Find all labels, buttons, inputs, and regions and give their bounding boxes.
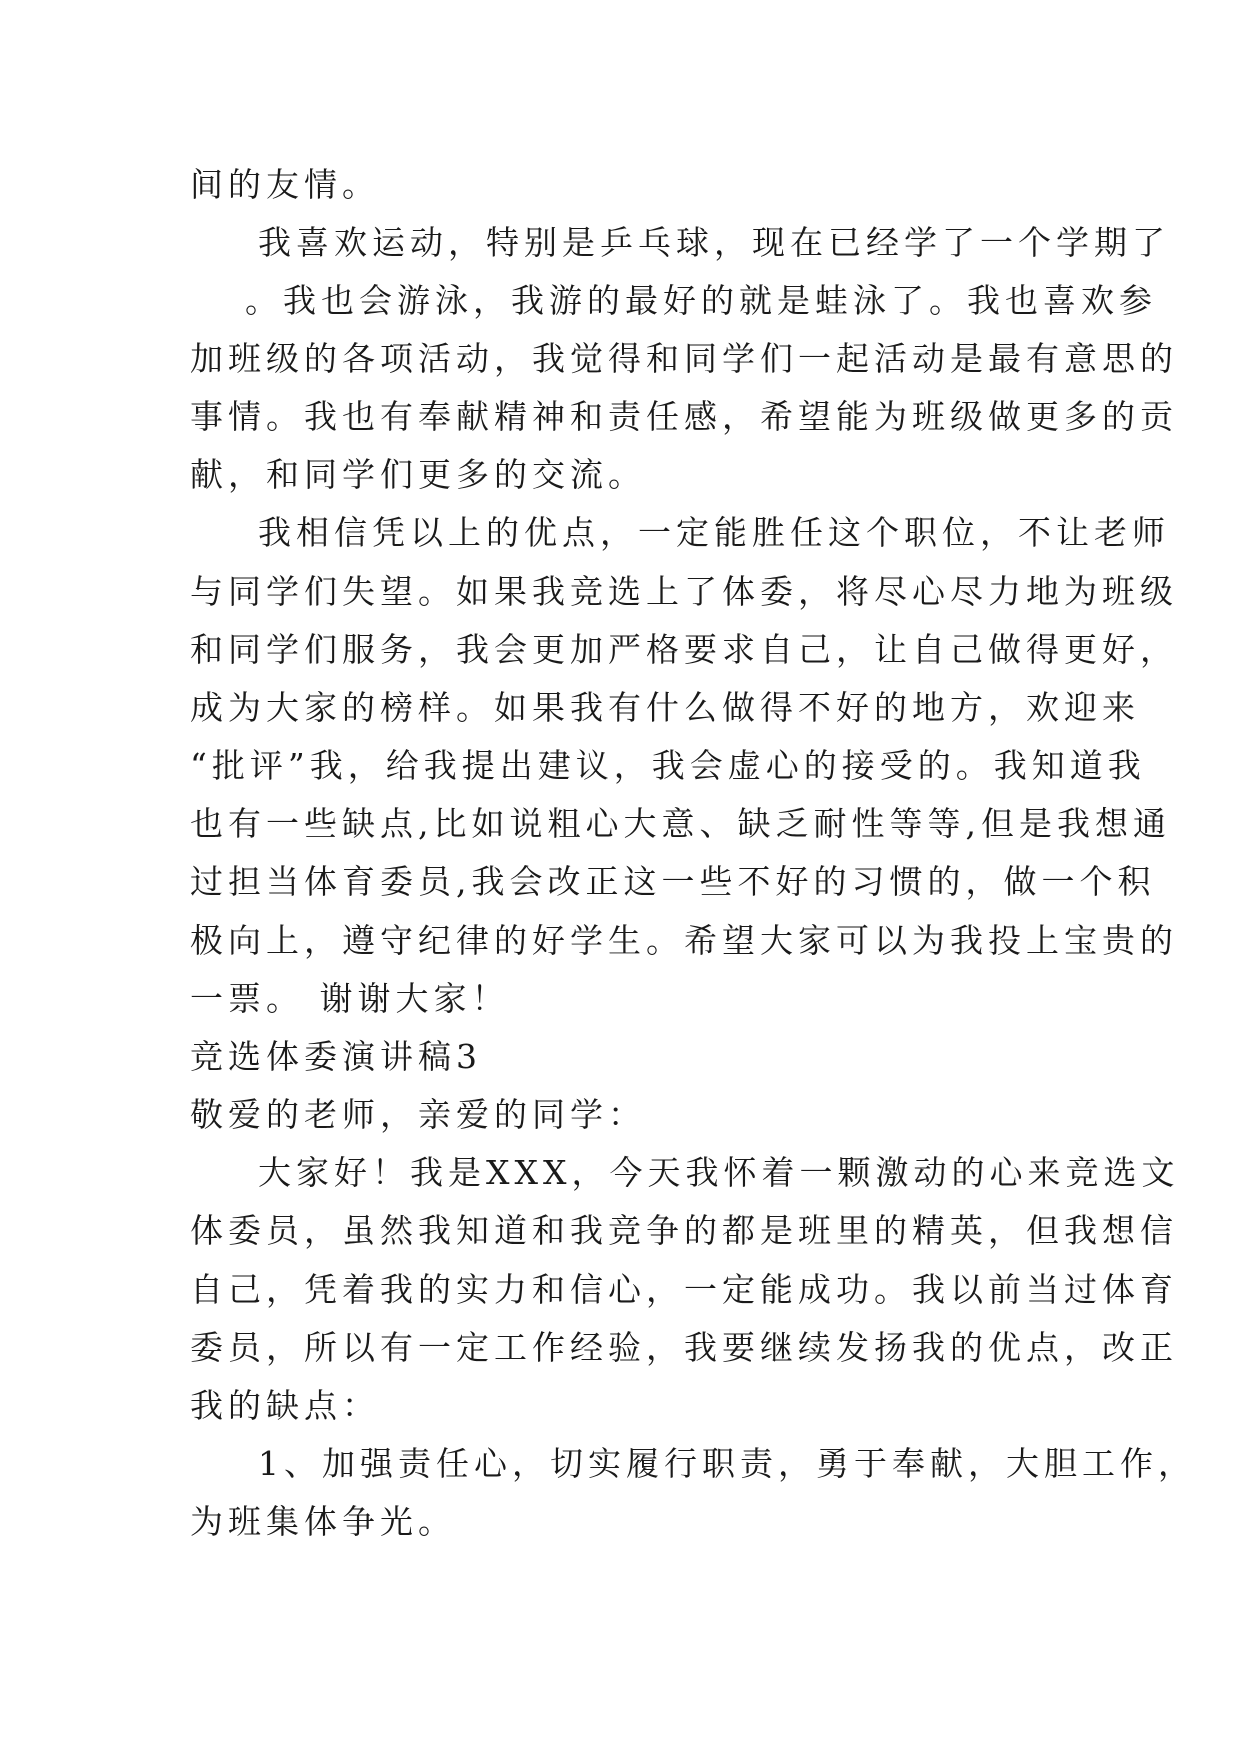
text-line-21: 委员，所以有一定工作经验，我要继续发扬我的优点，改正 <box>190 1328 1178 1367</box>
text-line-3: 。我也会游泳，我游的最好的就是蛙泳了。我也喜欢参 <box>245 281 1157 320</box>
text-line-11: “批评”我，给我提出建议，我会虚心的接受的。我知道我 <box>190 746 1146 785</box>
text-line-19: 体委员，虽然我知道和我竞争的都是班里的精英，但我想信 <box>190 1211 1178 1250</box>
text-line-20: 自己，凭着我的实力和信心，一定能成功。我以前当过体育 <box>190 1270 1178 1309</box>
text-line-24: 为班集体争光。 <box>190 1502 456 1541</box>
text-line-13: 过担当体育委员,我会改正这一些不好的习惯的，做一个积 <box>190 862 1156 901</box>
text-line-18: 大家好！我是XXX，今天我怀着一颗激动的心来竞选文 <box>258 1153 1180 1192</box>
text-line-2: 我喜欢运动，特别是乒乓球，现在已经学了一个学期了 <box>258 223 1170 262</box>
text-line-15: 一票。 谢谢大家！ <box>190 979 510 1018</box>
text-line-5: 事情。我也有奉献精神和责任感，希望能为班级做更多的贡 <box>190 397 1178 436</box>
text-line-8: 与同学们失望。如果我竞选上了体委，将尽心尽力地为班级 <box>190 572 1178 611</box>
section-heading: 竞选体委演讲稿3 <box>190 1037 482 1076</box>
text-line-6: 献，和同学们更多的交流。 <box>190 455 646 494</box>
text-line-4: 加班级的各项活动，我觉得和同学们一起活动是最有意思的 <box>190 339 1178 378</box>
text-line-12: 也有一些缺点,比如说粗心大意、缺乏耐性等等,但是我想通 <box>190 804 1171 843</box>
text-line-1: 间的友情。 <box>190 165 380 204</box>
text-line-14: 极向上，遵守纪律的好学生。希望大家可以为我投上宝贵的 <box>190 921 1178 960</box>
text-line-7: 我相信凭以上的优点，一定能胜任这个职位，不让老师 <box>258 513 1170 552</box>
text-line-10: 成为大家的榜样。如果我有什么做得不好的地方，欢迎来 <box>190 688 1140 727</box>
text-line-23: 1、加强责任心，切实履行职责，勇于奉献，大胆工作， <box>258 1444 1196 1483</box>
text-line-22: 我的缺点： <box>190 1386 380 1425</box>
salutation: 敬爱的老师，亲爱的同学： <box>190 1095 646 1134</box>
text-line-9: 和同学们服务，我会更加严格要求自己，让自己做得更好， <box>190 630 1178 669</box>
